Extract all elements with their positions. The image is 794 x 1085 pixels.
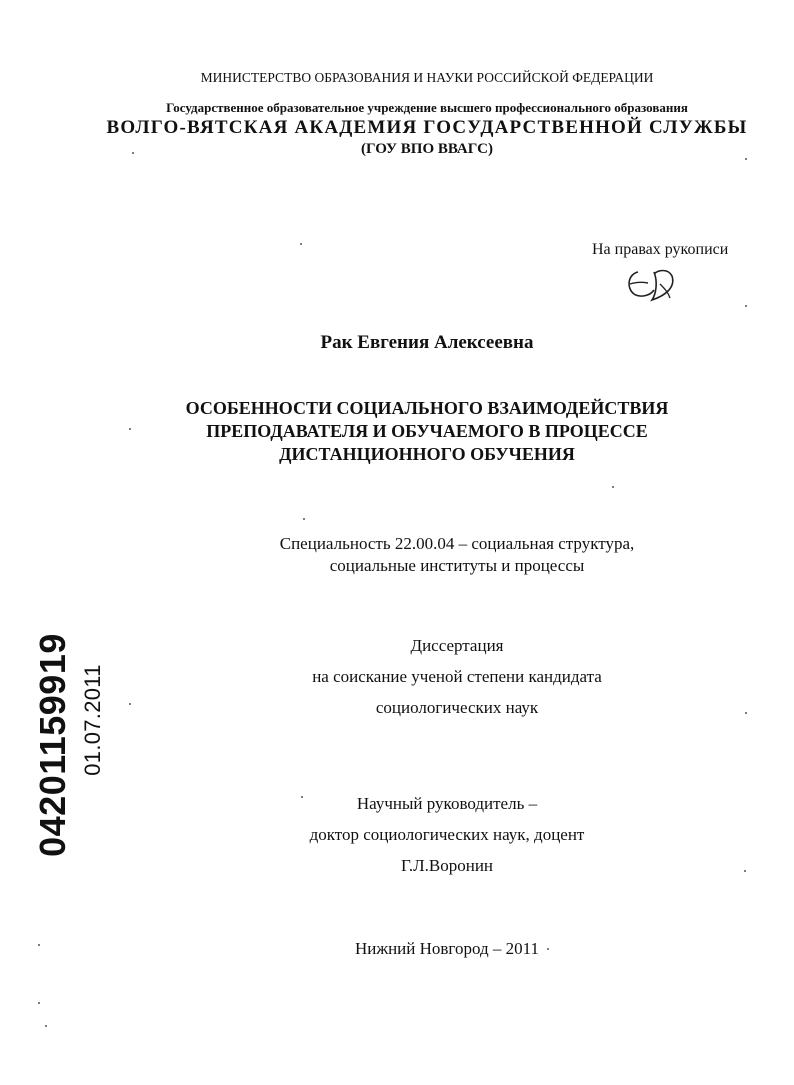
scan-speck <box>300 243 302 245</box>
academy-name: ВОЛГО-ВЯТСКАЯ АКАДЕМИЯ ГОСУДАРСТВЕННОЙ СЛУЖБЫ <box>106 117 748 138</box>
specialty-line: Специальность 22.00.04 – социальная структура, <box>279 534 635 553</box>
degree-statement <box>120 630 794 723</box>
city-year: Нижний Новгород – 2011 <box>354 939 540 958</box>
supervisor-block <box>100 788 794 881</box>
scan-speck <box>745 712 747 714</box>
scan-speck <box>132 152 134 154</box>
scan-speck <box>45 1025 47 1027</box>
supervisor-line: Г.Л.Воронин <box>400 856 494 875</box>
degree-line: социологических наук <box>375 698 539 717</box>
scan-speck <box>745 305 747 307</box>
dissertation-title <box>60 397 794 466</box>
academy-abbreviation: (ГОУ ВПО ВВАГС) <box>361 141 493 157</box>
scan-speck <box>129 703 131 705</box>
specialty-line: социальные институты и процессы <box>329 556 585 575</box>
title-line: ОСОБЕННОСТИ СОЦИАЛЬНОГО ВЗАИМОДЕЙСТВИЯ <box>185 398 669 418</box>
stamp-date: 01.07.2011 <box>80 664 105 776</box>
title-line: ПРЕПОДАВАТЕЛЯ И ОБУЧАЕМОГО В ПРОЦЕССЕ <box>206 421 648 441</box>
library-stamp <box>30 620 105 870</box>
scan-speck <box>745 158 747 160</box>
degree-line: Диссертация <box>410 636 504 655</box>
manuscript-rights-note: На правах рукописи <box>592 241 729 258</box>
title-line: ДИСТАНЦИОННОГО ОБУЧЕНИЯ <box>279 444 575 464</box>
scan-speck <box>612 486 614 488</box>
supervisor-line: Научный руководитель – <box>356 794 538 813</box>
scan-speck <box>129 428 131 430</box>
scan-speck <box>301 796 303 798</box>
supervisor-line: доктор социологических наук, доцент <box>309 825 585 844</box>
scan-speck <box>38 944 40 946</box>
ministry-name: МИНИСТЕРСТВО ОБРАЗОВАНИЯ И НАУКИ РОССИЙСКОЙ ФЕДЕРАЦИИ <box>200 70 654 85</box>
signature-icon <box>624 262 686 304</box>
scan-speck <box>303 518 305 520</box>
scan-speck <box>547 948 549 950</box>
degree-line: на соискание ученой степени кандидата <box>312 667 602 686</box>
institution-type: Государственное образовательное учреждение высшего профессионального образования <box>166 100 688 115</box>
author-name: Рак Евгения Алексеевна <box>320 332 534 353</box>
specialty <box>120 533 794 577</box>
scan-speck <box>38 1002 40 1004</box>
stamp-number: 04201159919 <box>32 633 73 857</box>
scan-speck <box>744 870 746 872</box>
